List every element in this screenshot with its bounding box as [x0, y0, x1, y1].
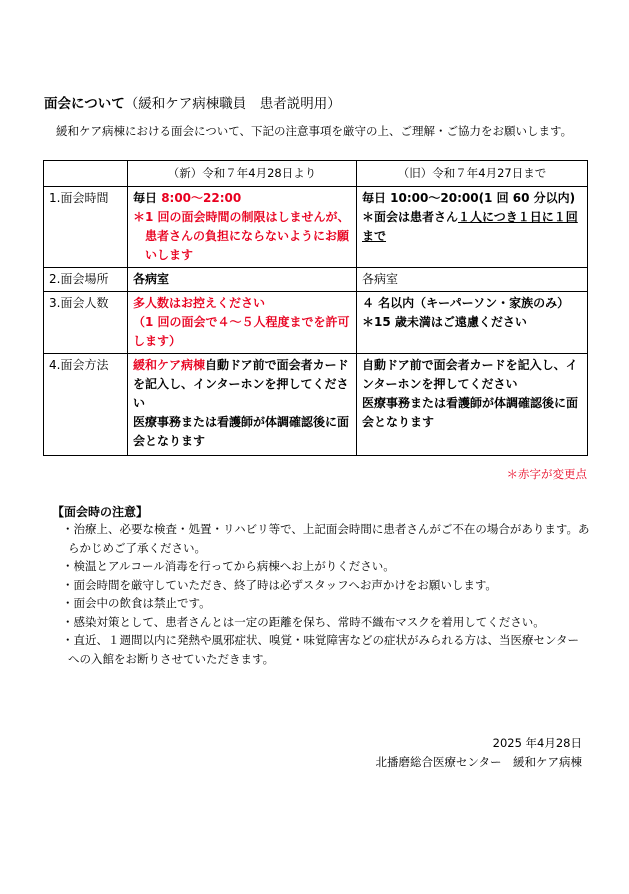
list-item: ・面会中の飲食は禁止です。 — [62, 596, 211, 610]
row-label: 3.面会人数 — [44, 292, 128, 354]
old-visiting-time: 毎日 10:00～20:00(1 回 60 分以内) ＊面会は患者さん１人につき１日に１回まで — [357, 187, 588, 268]
old-visitor-count: ４ 名以内（キーパーソン・家族のみ） ＊15 歳未満はご遠慮ください — [357, 292, 588, 354]
list-item: ・検温とアルコール消毒を行ってから病棟へお上がりください。 — [62, 559, 395, 573]
table-header-row — [44, 161, 588, 187]
new-visiting-time: 毎日 8:00～22:00 ＊1 回の面会時間の制限はしませんが、患者さんの負担にならないようにお願いします — [128, 187, 357, 268]
header-empty — [44, 161, 128, 187]
new-visiting-place: 各病室 — [128, 268, 357, 292]
list-item: ・面会時間を厳守していただき、終了時は必ずスタッフへお声かけをお願いします。 — [62, 577, 497, 592]
table-row-count — [44, 292, 588, 354]
row-label: 2.面会場所 — [44, 268, 128, 292]
row-label: 1.面会時間 — [44, 187, 128, 268]
table-row-method — [44, 354, 588, 456]
issue-date: 2025 年4月28日 — [492, 736, 582, 750]
row-label: 4.面会方法 — [44, 354, 128, 456]
old-visiting-method: 自動ドア前で面会者カードを記入し、インターホンを押してください 医療事務または看護師が体調確認後に面会となります — [357, 354, 588, 456]
notes-list — [62, 520, 590, 668]
header-old: （旧）令和７年4月27日まで — [357, 161, 588, 187]
visiting-rules-table — [43, 160, 588, 456]
table-row-time — [44, 187, 588, 268]
list-item: ・直近、１週間以内に発熱や風邪症状、嗅覚・味覚障害などの症状がみられる方は、当医療センターへの入館をお断りさせていただきます。 — [62, 633, 580, 666]
changes-legend: ＊赤字が変更点 — [506, 467, 587, 481]
header-new: （新）令和７年4月28日より — [128, 161, 357, 187]
old-visiting-place: 各病室 — [357, 268, 588, 292]
table-row-place — [44, 268, 588, 292]
new-visitor-count: 多人数はお控えください （1 回の面会で４～５人程度までを許可します） — [128, 292, 357, 354]
intro-text: 緩和ケア病棟における面会について、下記の注意事項を厳守の上、ご理解・ご協力をお願いします。 — [56, 124, 573, 138]
list-item: ・感染対策として、患者さんとは一定の距離を保ち、常時不織布マスクを着用してください。 — [62, 614, 545, 629]
list-item: ・治療上、必要な検査・処置・リハビリ等で、上記面会時間に患者さんがご不在の場合があります。あらかじめご了承ください。 — [62, 522, 590, 555]
notes-heading: 【面会時の注意】 — [52, 505, 149, 519]
organization-name: 北播磨総合医療センター 緩和ケア病棟 — [375, 755, 582, 769]
page-title: 面会について（緩和ケア病棟職員 患者説明用） — [44, 96, 341, 112]
new-visiting-method: 緩和ケア病棟自動ドア前で面会者カードを記入し、インターホンを押してください 医療事務または看護師が体調確認後に面会となります — [128, 354, 357, 456]
